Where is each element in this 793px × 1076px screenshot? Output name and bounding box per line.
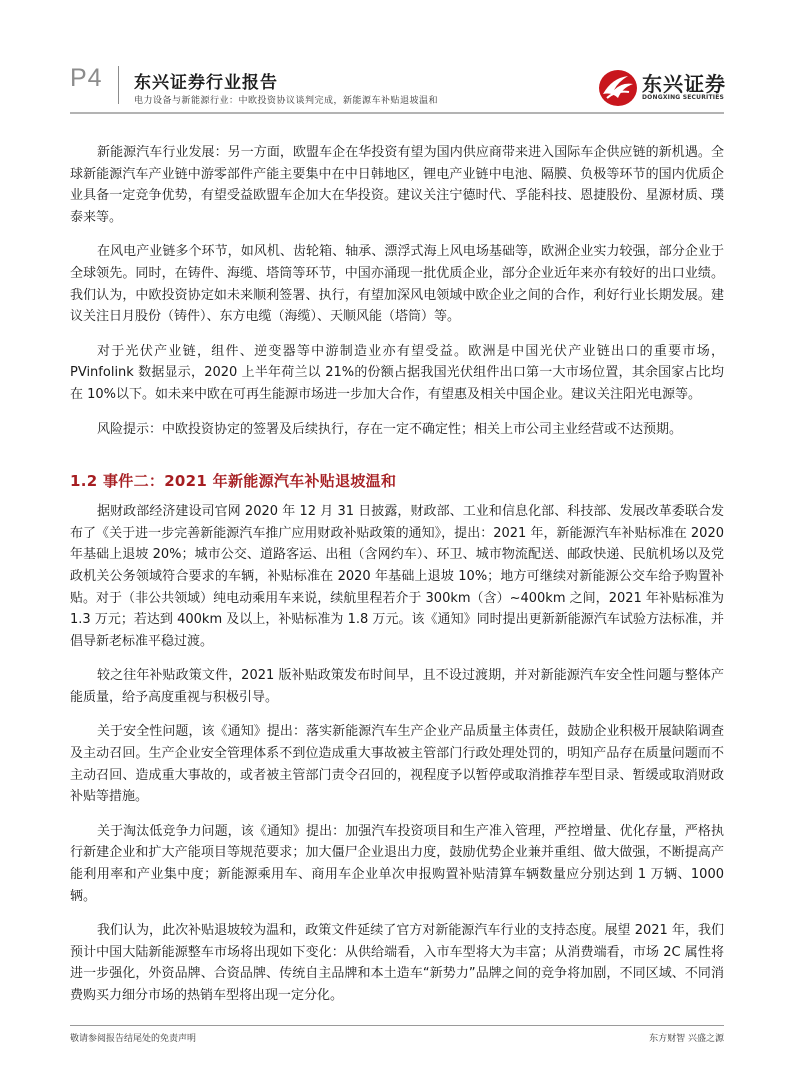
company-logo [598,66,728,110]
header-rule [70,112,724,114]
report-subtitle: 电力设备与新能源行业：中欧投资协议谈判完成，新能源车补贴退坡温和 [134,96,439,106]
paragraph: 对于光伏产业链，组件、逆变器等中游制造业亦有望受益。欧洲是中国光伏产业链出口的重要市场，PVinfolink 数据显示，2020 上半年荷兰以 21%的份额占据我国光伏组件出口第一大市场位置，其余国家占比均在 10%以下。如未来中欧在可再生能源市场进一步加大合作，有望惠及相关中国企业。建议关注阳光电源等。 [70,343,724,402]
paragraph: 在风电产业链多个环节，如风机、齿轮箱、轴承、漂浮式海上风电场基础等，欧洲企业实力较强，部分企业于全球领先。同时，在铸件、海缆、塔筒等环节，中国亦涌现一批优质企业，部分企业近年来亦有较好的出口业绩。我们认为，中欧投资协定如未来顺利签署、执行，有望加深风电领域中欧企业之间的合作，利好行业长期发展。建议关注日月股份（铸件）、东方电缆（海缆）、天顺风能（塔筒）等。 [70,244,724,325]
header-divider [118,66,119,104]
paragraph: 关于安全性问题，该《通知》提出：落实新能源汽车生产企业产品质量主体责任，鼓励企业积极开展缺陷调查及主动召回。生产企业安全管理体系不到位造成重大事故被主管部门行政处理处罚的，明知产品存在质量问题而不主动召回、造成重大事故的，或者被主管部门责令召回的，视程度予以暂停或取消推荐车型目录、暂缓或取消财政补贴等措施。 [70,724,724,805]
paragraph: 关于淘汰低竞争力问题，该《通知》提出：加强汽车投资项目和生产准入管理，严控增量、优化存量，严格执行新建企业和扩大产能项目等规范要求；加大僵尸企业退出力度，鼓励优势企业兼并重组、做大做强，不断提高产能利用率和产业集中度；新能源乘用车、商用车企业单次申报购置补贴清算车辆数量应分别达到 1 万辆、1000 辆。 [70,823,724,904]
report-title: 东兴证券行业报告 [134,73,278,93]
footer-rule [70,1025,724,1026]
paragraph: 较之往年补贴政策文件，2021 版补贴政策发布时间早，且不设过渡期，并对新能源汽车安全性问题与整体产能质量，给予高度重视与积极引导。 [70,668,724,705]
paragraph: 据财政部经济建设司官网 2020 年 12 月 31 日披露，财政部、工业和信息化部、科技部、发展改革委联合发布了《关于进一步完善新能源汽车推广应用财政补贴政策的通知》，提出：2021 年，新能源汽车补贴标准在 2020 年基础上退坡 20%；城市公交、道路客运、出租（含网约车）、环卫、城市物流配送、邮政快递、民航机场以及党政机关公务领域符合要求的车辆，补贴标准在 2020 年基础上退坡 10%；地方可继续对新能源公交车给予购置补贴。对于（非公共领域）纯电动乘用车来说，续航里程若介于 300km（含）~400km 之间，2021 年补贴标准为 1.3 万元；若达到 400km 及以上，补贴标准为 1.8 万元。该《通知》同时提出更新新能源汽车试验方法标准，并倡导新老标准平稳过渡。 [70,504,724,649]
logo-mark-icon [598,68,638,108]
page-header [0,0,793,120]
report-body [70,142,724,1020]
page-number: P4 [70,64,103,92]
logo-text-cn: 东兴证券 [642,72,726,96]
disclaimer-note: 敬请参阅报告结尾处的免责声明 [70,1034,197,1044]
logo-text-en: DONGXING SECURITIES [642,94,725,101]
paragraph: 新能源汽车行业发展：另一方面，欧盟车企在华投资有望为国内供应商带来进入国际车企供应链的新机遇。全球新能源汽车产业链中游零部件产能主要集中在中日韩地区，锂电产业链中电池、隔膜、负极等环节的国内优质企业具备一定竞争优势，有望受益欧盟车企加大在华投资。建议关注宁德时代、孚能科技、恩捷股份、星源材质、璞泰来等。 [70,145,724,225]
footer-slogan: 东方财智 兴盛之源 [649,1034,724,1044]
section-heading: 1.2 事件二：2021 年新能源汽车补贴退坡温和 [70,472,397,491]
risk-paragraph: 风险提示：中欧投资协定的签署及后续执行，存在一定不确定性；相关上市公司主业经营或不达预期。 [97,421,683,437]
paragraph: 我们认为，此次补贴退坡较为温和，政策文件延续了官方对新能源汽车行业的支持态度。展望 2021 年，我们预计中国大陆新能源整车市场将出现如下变化：从供给端看，入市车型将大为丰富；从消费端看，市场 2C 属性将进一步强化，外资品牌、合资品牌、传统自主品牌和本土造车“新势力”品牌之间的竞争将加剧，不同区域、不同消费购买力细分市场的热销车型将出现一定分化。 [70,923,724,1003]
